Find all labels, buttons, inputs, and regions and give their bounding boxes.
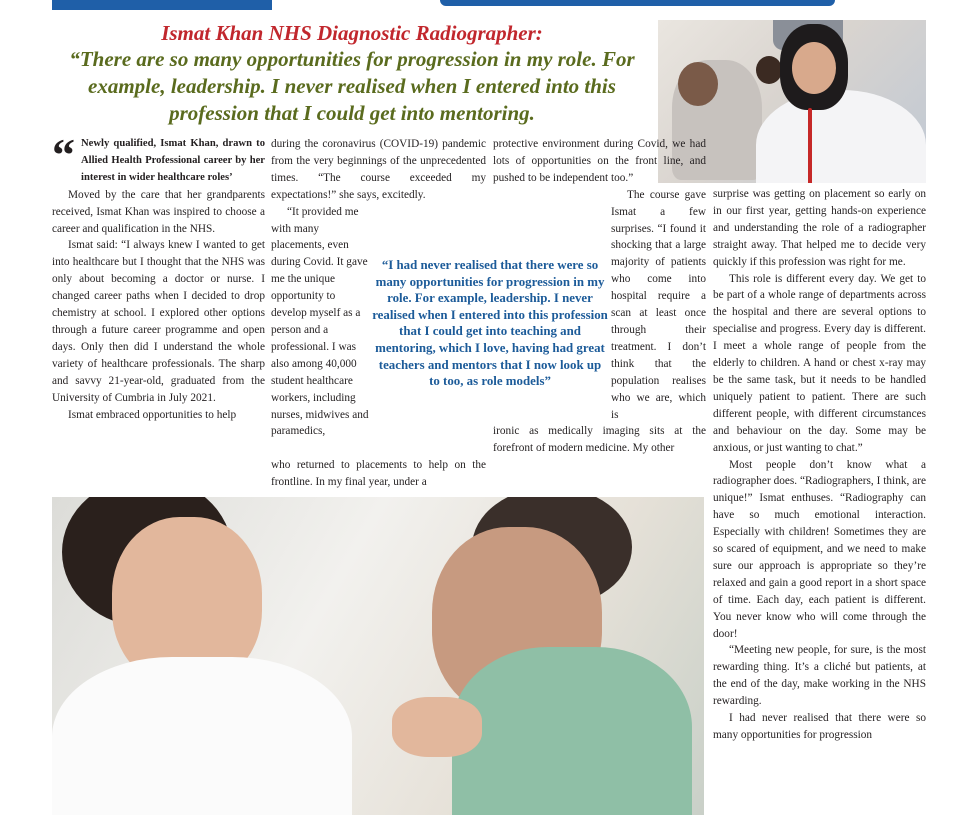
paragraph: surprise was getting on placement so early on in our first year, getting hands-on experience and understanding the role of a radiographer straight away. That helped me to decide very quickly if this profession was right for me. [713, 188, 926, 268]
paragraph: I had never realised that there were so many opportunities for progression [713, 712, 926, 741]
paragraph: Moved by the care that her grandparents received, Ismat Khan was inspired to choose a career and qualification in the NHS. [52, 188, 265, 235]
quote-mark: “ [52, 129, 75, 180]
headline-quote: “There are so many opportunities for progression in my role. For example, leadership. I never realised when I entered into this profession that I could get into mentoring. [69, 47, 635, 125]
article-column-1 [52, 129, 265, 423]
paragraph: “It provided me with many placements, even during Covid. It gave me the unique opportunity to develop myself as a person and a professional. I was also among 40,000 student healthcare workers, including nurses, midwives and paramedics, [271, 205, 369, 438]
paragraph: This role is different every day. We get to be part of a whole range of departments across the hospital and there are several options to specialise and progress. Every day is different. I meet a whole range of people from the elderly to children. A hand or chest x-ray may be the same task, but it needs to be handled uniquely patient to patient. There are such different people, with different circumstances and behaviour on the day. Some may be anxious, or just wanting to chat.” [713, 272, 926, 454]
paragraph: Most people don’t know what a radiographer does. “Radiographers, I think, are unique!” Ismat enthuses. “Radiography can have so much emotional interaction. Especially with children! Sometimes they are so scared of equipment, and we need to make sure our approach is appropriate so they’re relaxed and gain a good report in a short space of time. Each day, each patient is different. You never know who will come through the door! [713, 458, 926, 640]
pull-quote: “I had never realised that there were so many opportunities for progression in my role. For example, leadership. I never realised when I entered into this profession that I could get into teaching and mentoring, which I love, having had great teachers and mentors that I now look up to too, as role models” [372, 256, 608, 391]
masthead-logo-strip [52, 0, 272, 10]
paragraph: Ismat embraced opportunities to help [68, 408, 237, 421]
paragraph: who returned to placements to help on the frontline. In my final year, under a [271, 459, 486, 489]
standfirst-text: Newly qualified, Ismat Khan, drawn to Allied Health Professional career by her interest in wider healthcare roles’ [81, 138, 265, 183]
headline-byline: Ismat Khan NHS Diagnostic Radiographer: [161, 21, 543, 45]
headline [52, 20, 652, 127]
carer-and-patient-photo [52, 497, 704, 815]
paragraph: “Meeting new people, for sure, is the most rewarding thing. It’s a cliché but patients, at the end of the day, make working in the NHS rewarding. [713, 644, 926, 708]
article-column-4 [713, 186, 926, 744]
paragraph: during the coronavirus (COVID-19) pandemic from the very beginnings of the unprecedented times. “The course exceeded my expectations!” she says, excitedly. [271, 138, 486, 201]
article-standfirst [52, 129, 265, 187]
masthead-title-strip [440, 0, 835, 6]
paragraph: The course gave Ismat a few surprises. “I found it shocking that a large majority of patients who come into hospital require a scan at least once through their treatment. I don’t think that the population realises who we are, which is [611, 188, 706, 421]
paragraph: Ismat said: “I always knew I wanted to get into healthcare but I thought that the NHS was only about becoming a doctor or nurse. I changed career paths when I decided to drop chemistry at school. I explored other options through a future career programme and open days. Only then did I understand the whole variety of healthcare professionals. The sharp and savvy 21-year-old, graduated from the University of Cumbria in July 2021. [52, 239, 265, 404]
paragraph: ironic as medically imaging sits at the forefront of modern medicine. My other [493, 425, 706, 455]
paragraph: protective environment during Covid, we had lots of opportunities on the front line, and pushed to be independent too.” [493, 138, 706, 184]
